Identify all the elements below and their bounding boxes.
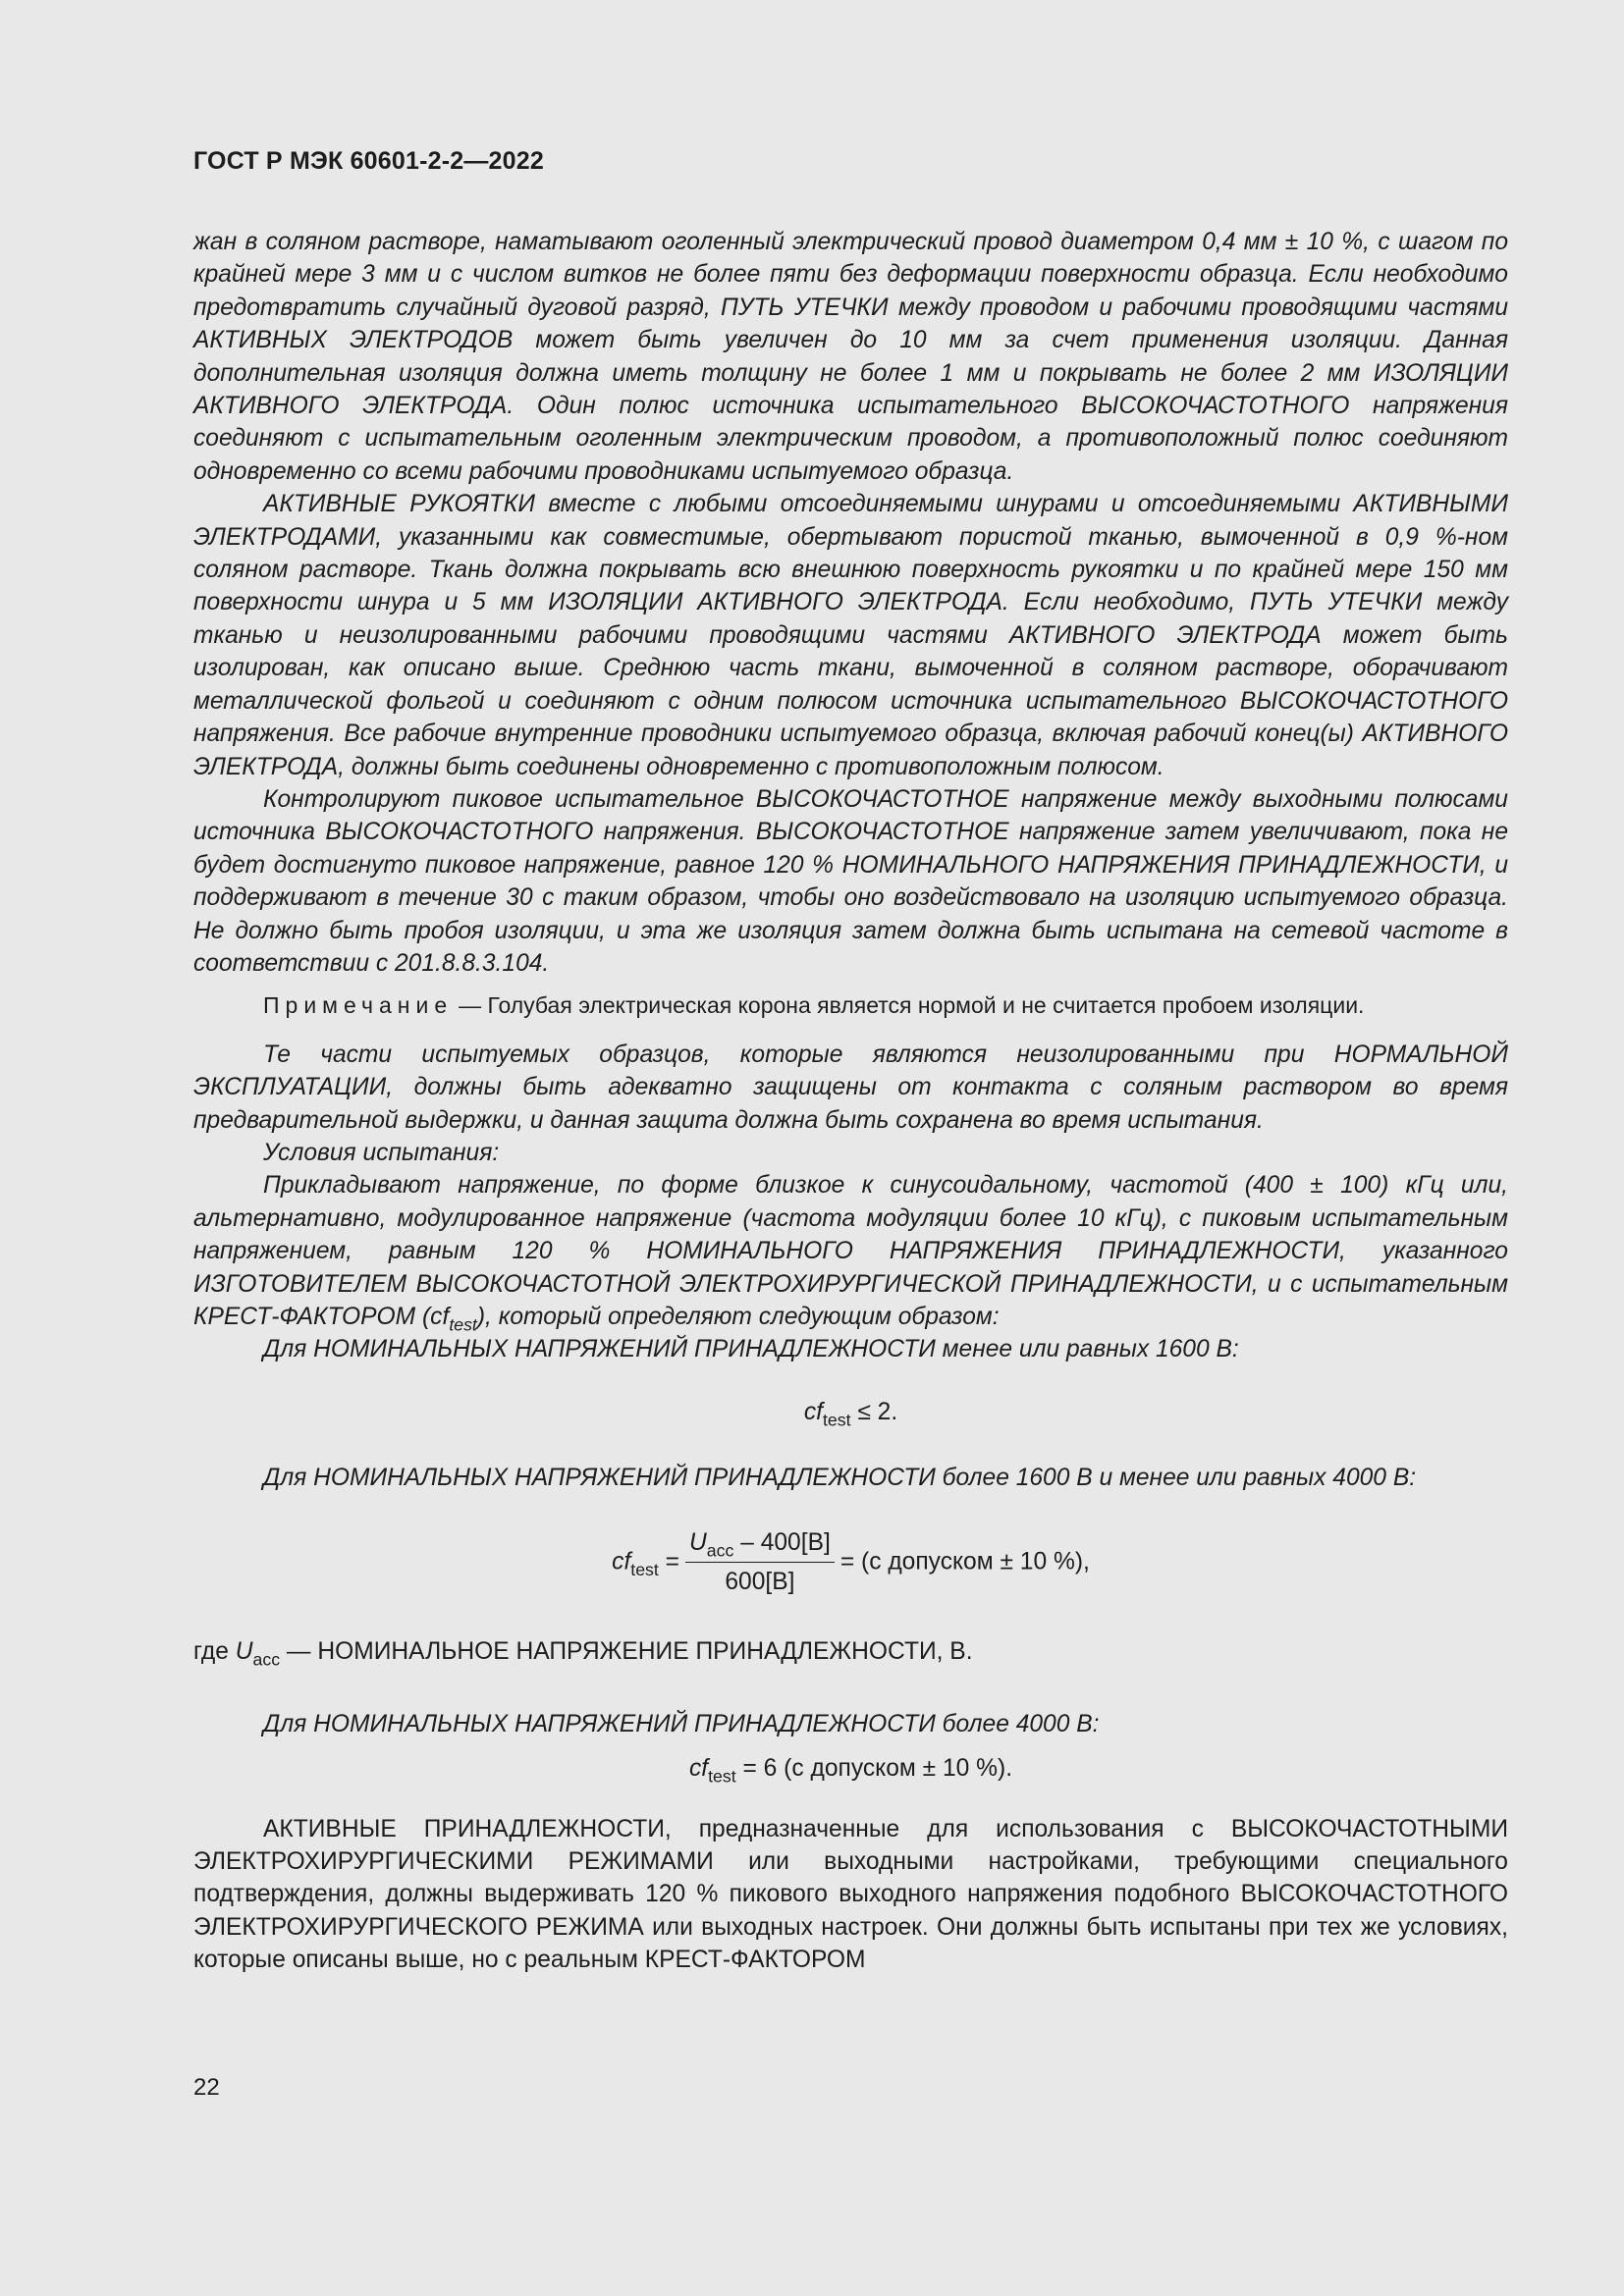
formula-2 [193,1526,1508,1599]
where-clause [193,1635,1508,1671]
formula-2-subscript: test [630,1559,659,1579]
where-text-a: где [193,1638,236,1666]
where-subscript: acc [252,1650,281,1671]
formula-1-cf: cf [803,1398,823,1425]
paragraph-6-subscript: test [449,1314,477,1335]
note-label: Примечание [263,992,454,1019]
formula-2-equals: = [658,1548,680,1575]
note [193,989,1508,1022]
paragraph-9: Для НОМИНАЛЬНЫХ НАПРЯЖЕНИЙ ПРИНАДЛЕЖНОСТИ более 4000 В: [263,1710,1100,1737]
formula-2-numerator [685,1526,835,1563]
formula-3-subscript: test [708,1766,736,1787]
formula-2-numerator-u: U [689,1528,707,1556]
formula-2-rest: = (с допуском ± 10 %), [839,1548,1090,1575]
formula-2-denominator: 600[В] [725,1569,795,1596]
formula-2-cf: cf [612,1548,631,1575]
paragraph-1: жан в соляном растворе, наматывают оголенный электрический провод диаметром 0,4 мм ± 10 %, с шагом по крайней мере 3 мм и с числом витков не более пяти без деформации поверхности образца. Если необходимо предотвратить случайный дуговой разряд, ПУТЬ УТЕЧКИ между проводом и рабочими проводящими частями АКТИВНЫХ ЭЛЕКТРОДОВ может быть увеличен до 10 мм за счет применения изоляции. Данная дополнительная изоляция должна иметь толщину не более 1 мм и покрывать не более 2 мм ИЗОЛЯЦИИ АКТИВНОГО ЭЛЕКТРОДА. Один полюс источника испытательного ВЫСОКОЧАСТОТНОГО напряжения соединяют с испытательным оголенным электрическим проводом, а противоположный полюс соединяют одновременно со всеми рабочими проводниками испытуемого образца. [193,229,1508,485]
paragraph-5: Условия испытания: [263,1139,500,1166]
paragraph-7: Для НОМИНАЛЬНЫХ НАПРЯЖЕНИЙ ПРИНАДЛЕЖНОСТИ менее или равных 1600 В: [263,1336,1239,1363]
paragraph-6-text-b: ), который определяют следующим образом: [476,1304,1000,1330]
document-body [193,226,1508,1977]
paragraph-6-text-a: Прикладывают напряжение, по форме близкое к синусоидальному, частотой (400 ± 100) кГц или, альтернативно, модулированное напряжение (частота модуляции более 10 кГц), с пиковым испытательным напряжением, равным 120 % НОМИНАЛЬНОГО НАПРЯЖЕНИЯ ПРИНАДЛЕЖНОСТИ, указанного ИЗГОТОВИТЕЛЕМ ВЫСОКОЧАСТОТНОЙ ЭЛЕКТРОХИРУРГИЧЕСКОЙ ПРИНАДЛЕЖНОСТИ, и с испытательным КРЕСТ-ФАКТОРОМ (cf [193,1172,1508,1330]
paragraph-8: Для НОМИНАЛЬНЫХ НАПРЯЖЕНИЙ ПРИНАДЛЕЖНОСТИ более 1600 В и менее или равных 4000 В: [263,1465,1417,1492]
formula-2-numerator-rest: – 400[В] [733,1528,831,1556]
paragraph-3: Контролируют пиковое испытательное ВЫСОКОЧАСТОТНОЕ напряжение между выходными полюсами источника ВЫСОКОЧАСТОТНОГО напряжения. ВЫСОКОЧАСТОТНОЕ напряжение затем увеличивают, пока не будет достигнуто пиковое напряжение, равное 120 % НОМИНАЛЬНОГО НАПРЯЖЕНИЯ ПРИНАДЛЕЖНОСТИ, и поддерживают в течение 30 с таким образом, чтобы оно воздействовало на изоляцию испытуемого образца. Не должно быть пробоя изоляции, и эта же изоляция затем должна быть испытана на сетевой частоте в соответствии с 201.8.8.3.104. [193,785,1508,977]
formula-1 [193,1396,1508,1428]
formula-1-subscript: test [822,1410,851,1430]
formula-1-rest: ≤ 2. [850,1398,898,1425]
where-text-b: — НОМИНАЛЬНОЕ НАПРЯЖЕНИЕ ПРИНАДЛЕЖНОСТИ, В. [280,1638,973,1666]
paragraph-2: АКТИВНЫЕ РУКОЯТКИ вместе с любыми отсоединяемыми шнурами и отсоединяемыми АКТИВНЫМИ ЭЛЕКТРОДАМИ, указанными как совместимые, обертывают пористой тканью, вымоченной в 0,9 %-ном соляном растворе. Ткань должна покрывать всю внешнюю поверхность рукоятки и по крайней мере 150 мм поверхности шнура и 5 мм ИЗОЛЯЦИИ АКТИВНОГО ЭЛЕКТРОДА. Если необходимо, ПУТЬ УТЕЧКИ между тканью и неизолированными рабочими проводящими частями АКТИВНОГО ЭЛЕКТРОДА может быть изолирован, как описано выше. Среднюю часть ткани, вымоченной в соляном растворе, оборачивают металлической фольгой и соединяют с одним полюсом источника испытательного ВЫСОКОЧАСТОТНОГО напряжения. Все рабочие внутренние проводники испытуемого образца, включая рабочий конец(ы) АКТИВНОГО ЭЛЕКТРОДА, должны быть соединены одновременно с противоположным полюсом. [193,491,1508,780]
paragraph-4: Те части испытуемых образцов, которые являются неизолированными при НОРМАЛЬНОЙ ЭКСПЛУАТАЦИИ, должны быть адекватно защищены от контакта с соляным раствором во время предварительной выдержки, и данная защита должна быть сохранена во время испытания. [193,1041,1508,1134]
formula-2-fraction [685,1526,835,1599]
paragraph-6 [193,1169,1508,1333]
formula-3-cf: cf [688,1755,709,1783]
paragraph-10: АКТИВНЫЕ ПРИНАДЛЕЖНОСТИ, предназначенные для использования с ВЫСОКОЧАСТОТНЫМИ ЭЛЕКТРОХИРУРГИЧЕСКИМИ РЕЖИМАМИ или выходными настройками, требующими специального подтверждения, должны выдерживать 120 % пикового выходного напряжения подобного ВЫСОКОЧАСТОТНОГО ЭЛЕКТРОХИРУРГИЧЕСКОГО РЕЖИМА или выходных настроек. Они должны быть испытаны при тех же условиях, которые описаны выше, но с реальным КРЕСТ-ФАКТОРОМ [193,1815,1508,1974]
formula-2-numerator-subscript: acc [706,1540,734,1561]
where-u: U [235,1638,253,1666]
formula-3 [193,1752,1508,1785]
page-number: 22 [193,2074,220,2101]
formula-3-rest: = 6 (с допуском ± 10 %). [735,1755,1013,1783]
document-header: ГОСТ Р МЭК 60601-2-2—2022 [193,147,544,175]
note-text: — Голубая электрическая корона является нормой и не считается пробоем изоляции. [459,992,1365,1019]
